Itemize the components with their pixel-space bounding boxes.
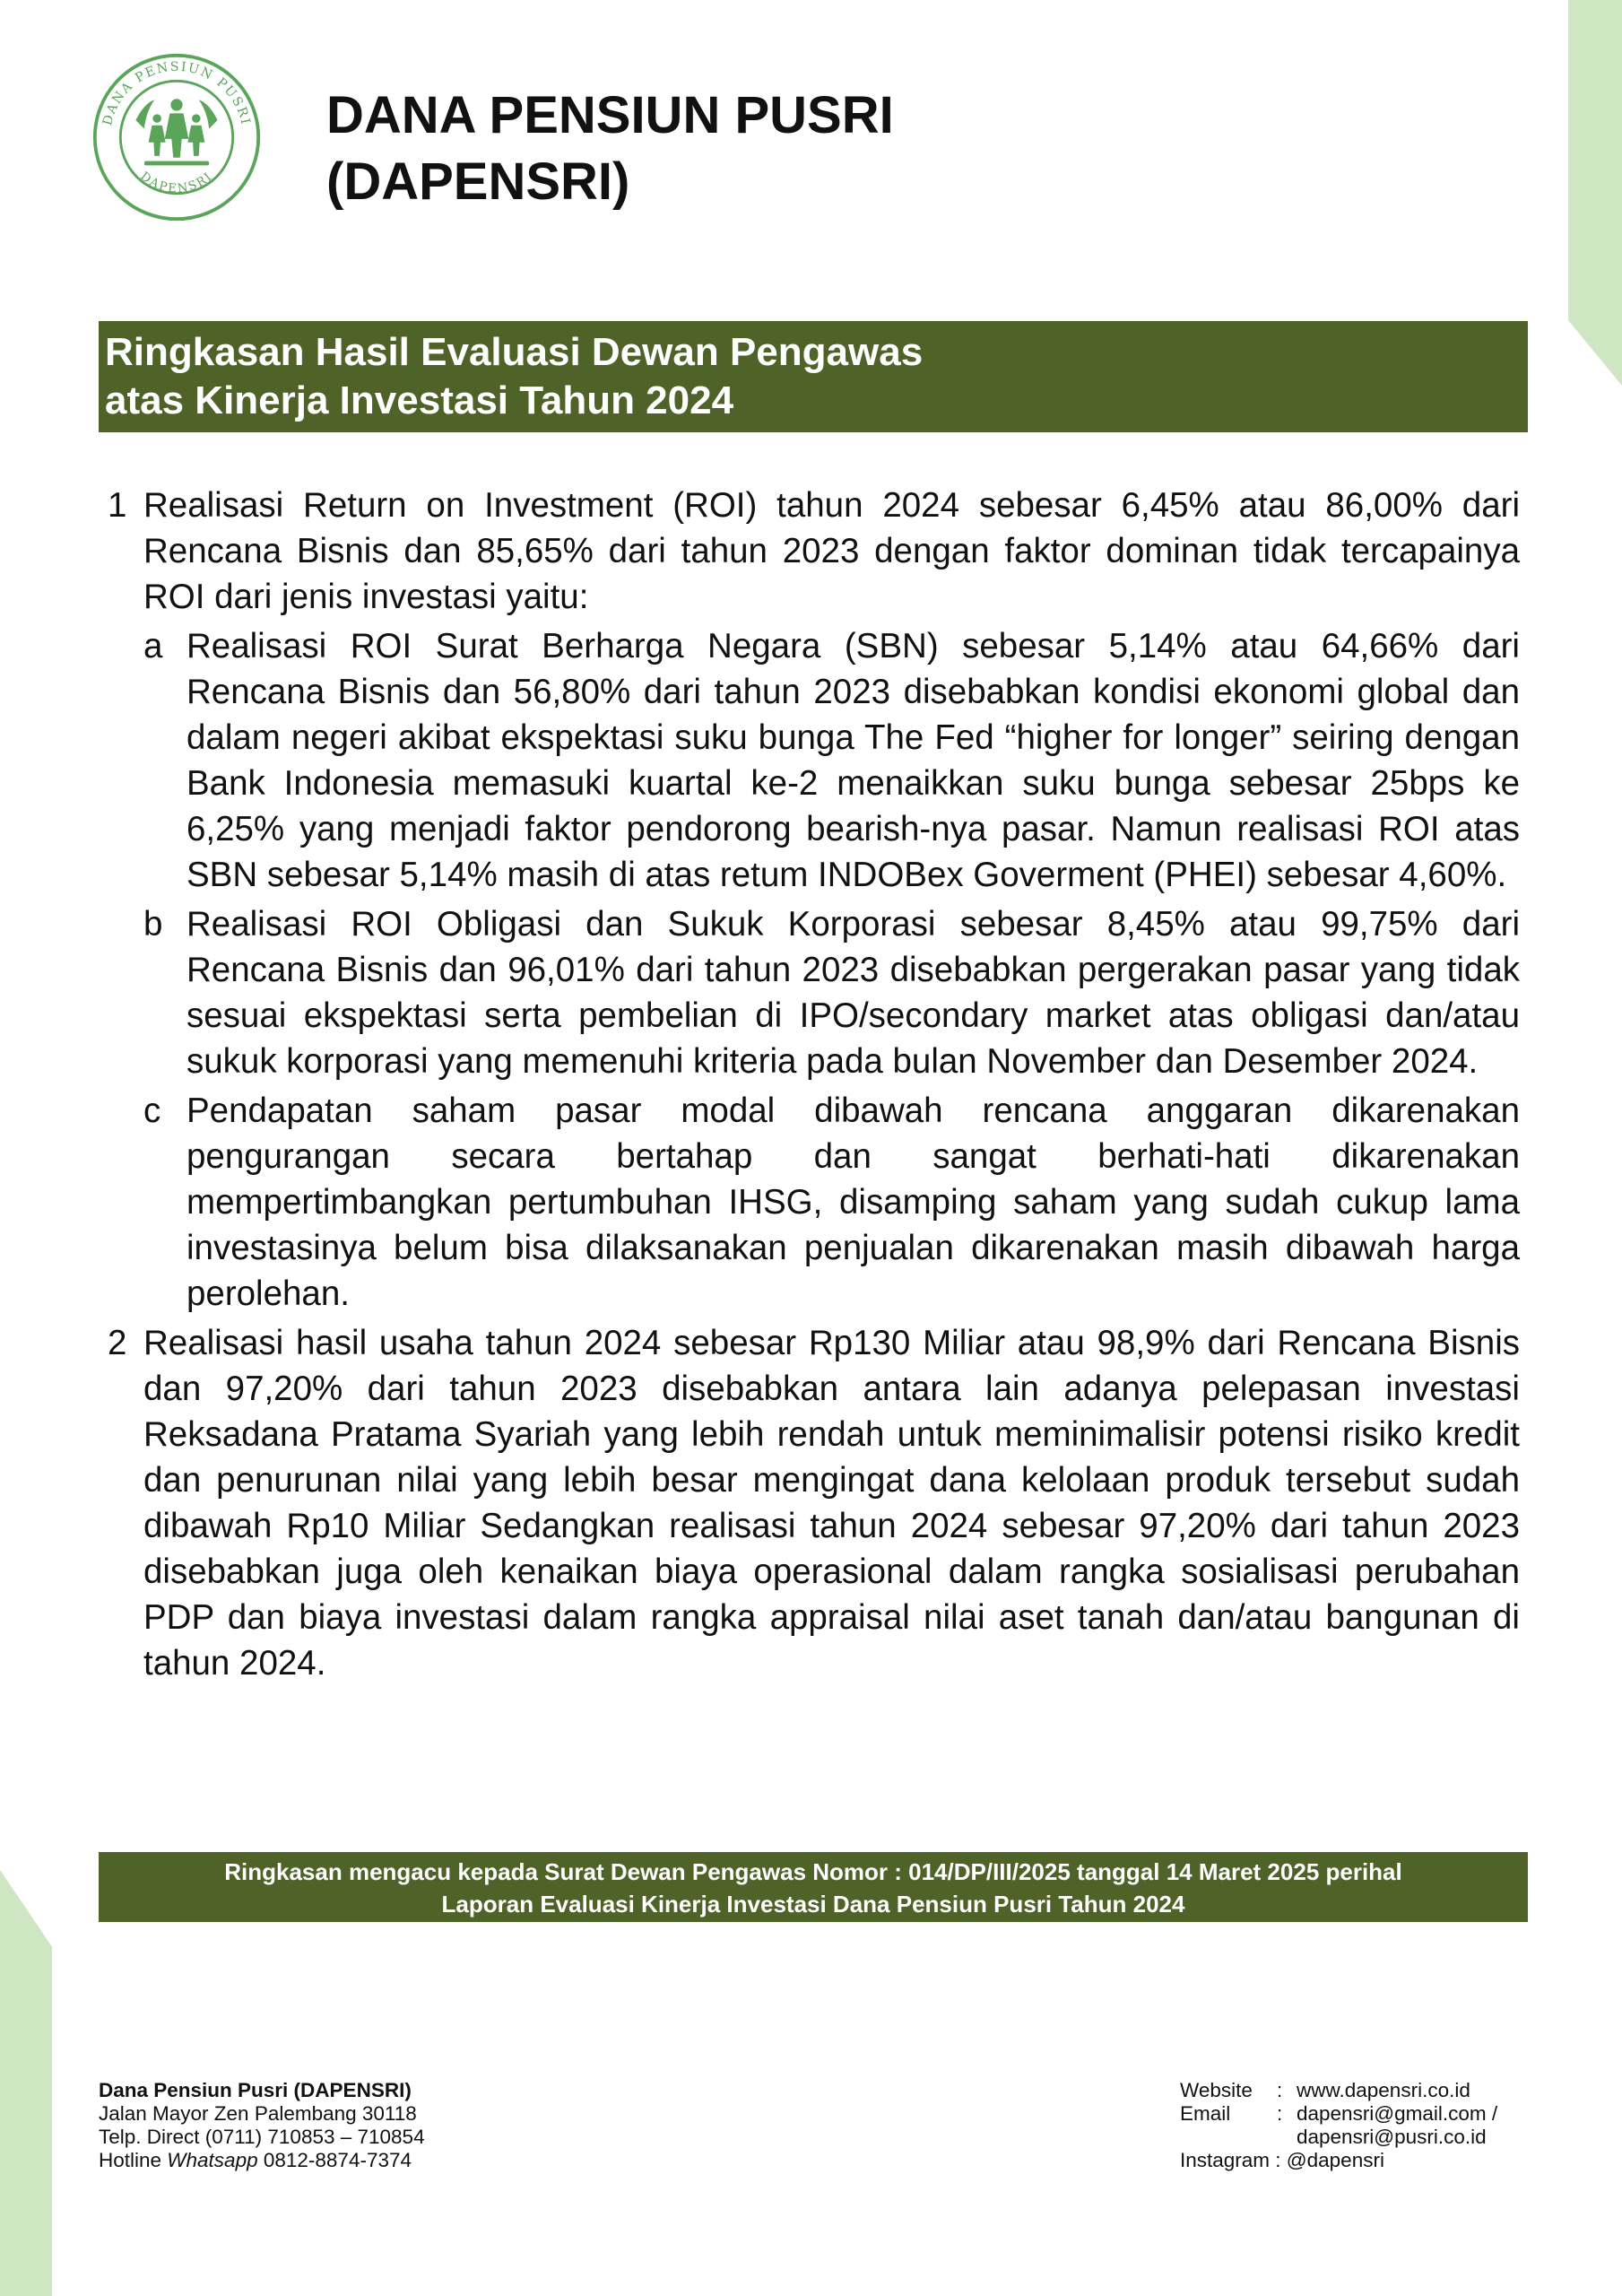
separator: :	[1277, 2102, 1283, 2125]
logo-bottom-text: DAPENSRI	[137, 170, 216, 196]
separator: :	[1277, 2079, 1283, 2101]
sub-item	[143, 1088, 1520, 1317]
email-link-1[interactable]: dapensri@gmail.com /	[1297, 2102, 1498, 2125]
decorative-corner-right	[1568, 0, 1622, 386]
email-link-2[interactable]: dapensri@pusri.co.id	[1297, 2126, 1487, 2148]
hotline-label: Hotline	[99, 2149, 168, 2171]
sub-item-letter: b	[143, 905, 163, 944]
document-title-line1: Ringkasan Hasil Evaluasi Dewan Pengawas	[105, 330, 924, 374]
email-label: Email	[1180, 2102, 1231, 2125]
organization-name-line2: (DAPENSRI)	[326, 152, 630, 211]
document-title-line2: atas Kinerja Investasi Tahun 2024	[105, 378, 734, 422]
list-item	[108, 1320, 1520, 1686]
contact-address: Jalan Mayor Zen Palembang 30118	[99, 2102, 417, 2125]
item-number: 1	[108, 486, 127, 525]
evaluation-summary-list	[108, 483, 1520, 1686]
organization-name-line1: DANA PENSIUN PUSRI	[326, 86, 894, 144]
reference-band	[99, 1852, 1528, 1922]
reference-line2: Laporan Evaluasi Kinerja Investasi Dana Pensiun Pusri Tahun 2024	[441, 1891, 1185, 1918]
contact-name: Dana Pensiun Pusri (DAPENSRI)	[99, 2079, 412, 2101]
contact-phone: Telp. Direct (0711) 710853 – 710854	[99, 2126, 425, 2148]
decorative-corner-left	[0, 1870, 52, 2296]
organization-name	[326, 83, 894, 215]
document-title-band	[99, 321, 1528, 432]
hotline-app: Whatsapp	[167, 2149, 258, 2171]
contact-online-block	[1180, 2079, 1497, 2172]
sub-item-text: Realisasi ROI Obligasi dan Sukuk Korporasi sebesar 8,45% atau 99,75% dari Rencana Bisnis dan 96,01% dari tahun 2023 disebabkan pergerakan pasar yang tidak sesuai ekspektasi serta pembelian di IPO/secondary market atas obligasi dan/atau sukuk korporasi yang memenuhi kriteria pada bulan November dan Desember 2024.	[186, 905, 1520, 1081]
contact-address-block	[99, 2079, 425, 2172]
dapensri-logo-icon	[91, 52, 262, 222]
sub-item-letter: c	[143, 1091, 161, 1130]
list-item	[108, 483, 1520, 1317]
sub-item	[143, 623, 1520, 898]
logo-ring-text: DANA PENSIUN PUSRI	[100, 59, 253, 127]
website-link[interactable]: www.dapensri.co.id	[1297, 2079, 1470, 2101]
hotline-number: 0812-8874-7374	[257, 2149, 412, 2171]
website-label: Website	[1180, 2079, 1253, 2101]
svg-text:DAPENSRI	[137, 170, 215, 196]
sub-item-letter: a	[143, 627, 163, 665]
instagram-handle[interactable]: Instagram : @dapensri	[1180, 2149, 1384, 2171]
item-text: Realisasi hasil usaha tahun 2024 sebesar Rp130 Miliar atau 98,9% dari Rencana Bisnis dan 97,20% dari tahun 2023 disebabkan antara lain adanya pelepasan investasi Reksadana Pratama Syariah yang lebih rendah untuk meminimalisir potensi risiko kredit dan penurunan nilai yang lebih besar mengingat dana kelolaan produk tersebut sudah dibawah Rp10 Miliar Sedangkan realisasi tahun 2024 sebesar 97,20% dari tahun 2023 disebabkan juga oleh kenaikan biaya operasional dalam rangka sosialisasi perubahan PDP dan biaya investasi dalam rangka appraisal nilai aset tanah dan/atau bangunan di tahun 2024.	[143, 1324, 1520, 1683]
sub-item	[143, 901, 1520, 1084]
contact-hotline	[99, 2149, 425, 2172]
reference-line1: Ringkasan mengacu kepada Surat Dewan Pengawas Nomor : 014/DP/III/2025 tanggal 14 Maret 2025 perihal	[224, 1858, 1402, 1885]
item-number: 2	[108, 1324, 127, 1362]
sub-item-text: Pendapatan saham pasar modal dibawah rencana anggaran dikarenakan pengurangan secara bertahap dan sangat berhati-hati dikarenakan mempertimbangkan pertumbuhan IHSG, disamping saham yang sudah cukup lama investasinya belum bisa dilaksanakan penjualan dikarenakan masih dibawah harga perolehan.	[186, 1091, 1520, 1313]
sub-item-text: Realisasi ROI Surat Berharga Negara (SBN) sebesar 5,14% atau 64,66% dari Rencana Bisnis dan 56,80% dari tahun 2023 disebabkan kondisi ekonomi global dan dalam negeri akibat ekspektasi suku bunga The Fed “higher for longer” seiring dengan Bank Indonesia memasuki kuartal ke-2 menaikkan suku bunga sebesar 25bps ke 6,25% yang menjadi faktor pendorong bearish-nya pasar. Namun realisasi ROI atas SBN sebesar 5,14% masih di atas retum INDOBex Goverment (PHEI) sebesar 4,60%.	[186, 627, 1520, 894]
item-text: Realisasi Return on Investment (ROI) tahun 2024 sebesar 6,45% atau 86,00% dari Rencana Bisnis dan 85,65% dari tahun 2023 dengan faktor dominan tidak tercapainya ROI dari jenis investasi yaitu:	[143, 486, 1520, 616]
